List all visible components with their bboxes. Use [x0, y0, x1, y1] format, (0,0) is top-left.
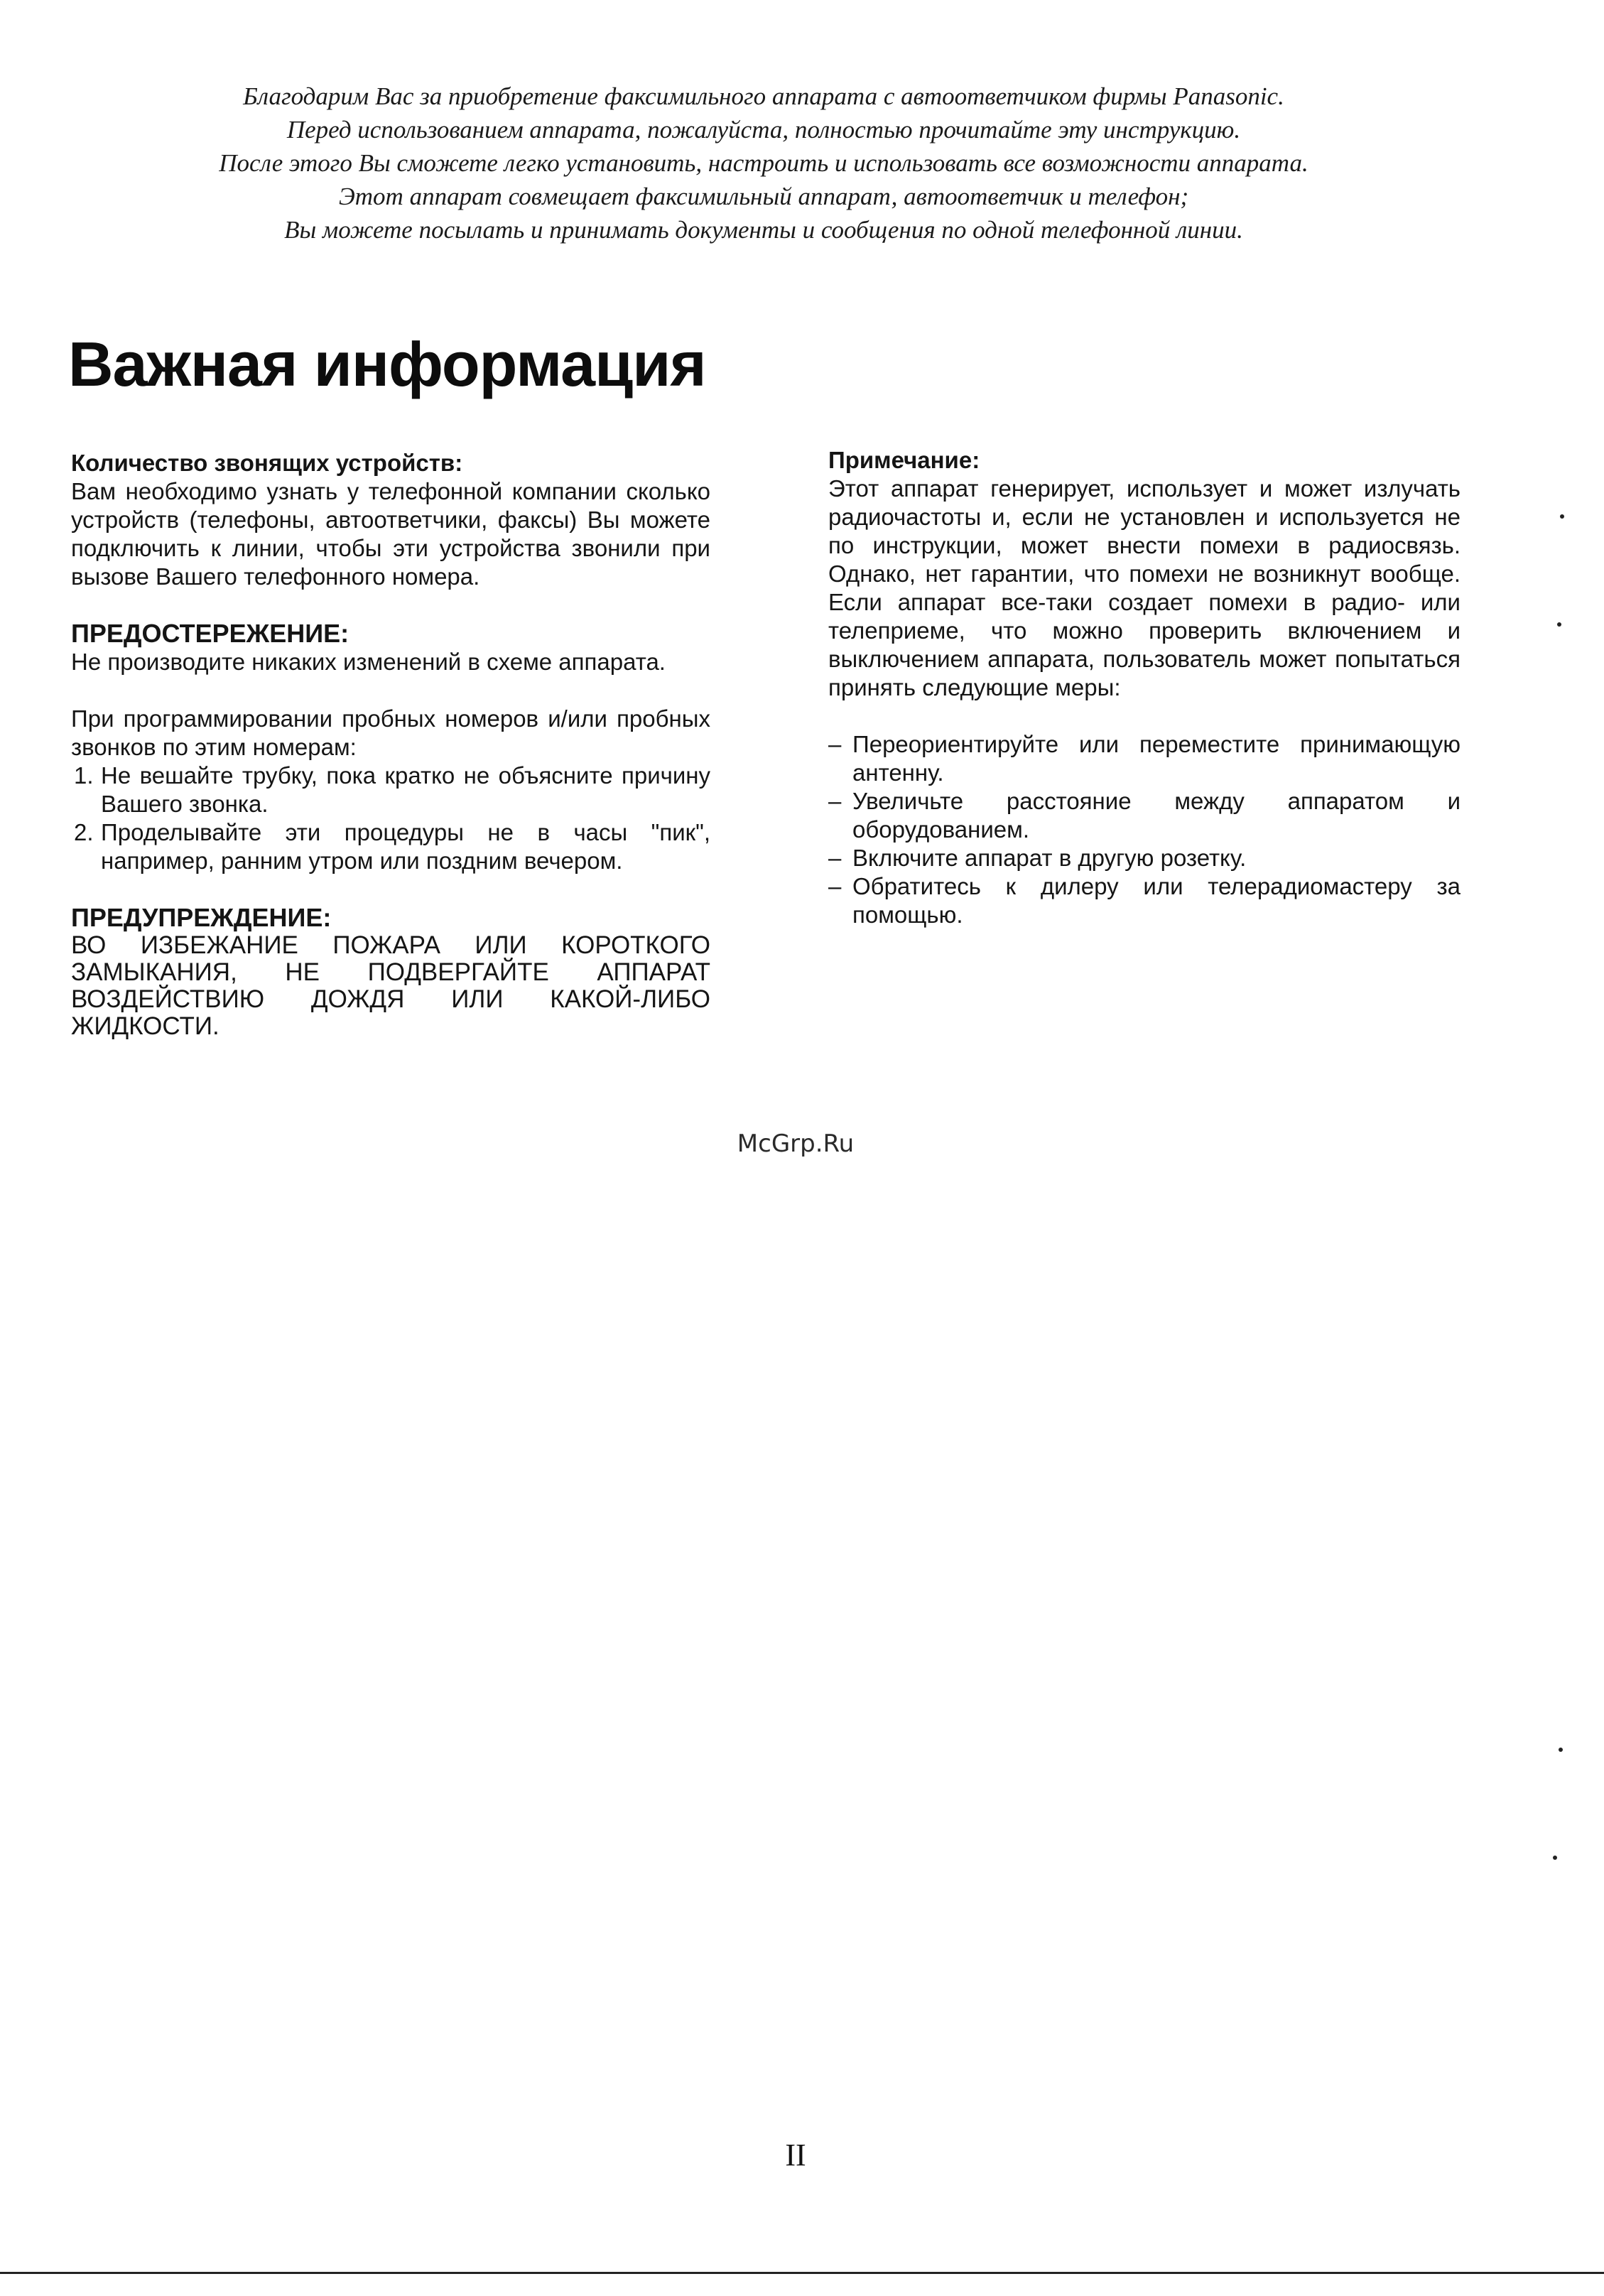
- page-number: II: [785, 2138, 806, 2172]
- measure-text: Увеличьте расстояние между аппаратом и оборудованием.: [852, 788, 1461, 843]
- caution-text: Не производите никаких изменений в схеме аппарата.: [71, 649, 666, 675]
- list-item: [71, 818, 710, 875]
- watermark: McGrp.Ru: [737, 1130, 855, 1158]
- list-item: [828, 872, 1461, 929]
- measure-text: Обратитесь к дилеру или телерадиомастеру за помощью.: [852, 873, 1461, 928]
- caution-section: [71, 619, 710, 676]
- testing-section: [71, 705, 710, 875]
- intro-line: Благодарим Вас за приобретение факсимильного аппарата с автоответчиком фирмы Panasonic.: [243, 82, 1284, 110]
- dash-marker: –: [828, 788, 842, 814]
- intro-line: Вы можете посылать и принимать документы и сообщения по одной телефонной линии.: [284, 216, 1243, 244]
- ringers-heading: Количество звонящих устройств:: [71, 450, 463, 476]
- scan-speck: [1560, 514, 1564, 519]
- intro-line: Перед использованием аппарата, пожалуйста, полностью прочитайте эту инструкцию.: [286, 116, 1241, 144]
- step-text: Проделывайте эти процедуры не в часы "пик", например, ранним утром или поздним вечером.: [101, 819, 710, 874]
- ringers-text: Вам необходимо узнать у телефонной компании сколько устройств (телефоны, автоответчики, факсы) Вы можете подключить к линии, чтобы эти устройства звонили при вызове Вашего телефонного номера.: [71, 478, 710, 590]
- warning-heading: ПРЕДУПРЕЖДЕНИЕ:: [71, 903, 332, 932]
- scan-speck: [1553, 1856, 1557, 1860]
- note-section: [828, 446, 1461, 929]
- step-text: Не вешайте трубку, пока кратко не объясните причину Вашего звонка.: [101, 762, 710, 817]
- step-number: 1.: [74, 762, 94, 789]
- warning-text: ВО ИЗБЕЖАНИЕ ПОЖАРА ИЛИ КОРОТКОГО ЗАМЫКАНИЯ, НЕ ПОДВЕРГАЙТЕ АППАРАТ ВОЗДЕЙСТВИЮ ДОЖДЯ ИЛИ КАКОЙ-ЛИБО ЖИДКОСТИ.: [71, 931, 710, 1040]
- testing-steps: [71, 762, 710, 875]
- page-title: Важная информация: [68, 329, 706, 399]
- list-item: [71, 762, 710, 818]
- measure-text: Включите аппарат в другую розетку.: [852, 845, 1247, 871]
- scan-speck: [1557, 622, 1561, 627]
- list-item: [828, 730, 1461, 787]
- caution-heading: ПРЕДОСТЕРЕЖЕНИЕ:: [71, 619, 349, 648]
- scan-edge-line: [0, 2272, 1604, 2274]
- list-item: [828, 844, 1461, 872]
- dash-marker: –: [828, 873, 842, 899]
- intro-text: [92, 80, 1435, 247]
- list-item: [828, 787, 1461, 844]
- testing-intro: При программировании пробных номеров и/или пробных звонков по этим номерам:: [71, 705, 710, 760]
- scan-speck: [1559, 1748, 1563, 1752]
- measures-list: [828, 730, 1461, 929]
- left-column: [71, 449, 710, 1068]
- note-heading: Примечание:: [828, 447, 980, 473]
- dash-marker: –: [828, 845, 842, 871]
- ringers-section: [71, 449, 710, 591]
- dash-marker: –: [828, 731, 842, 757]
- warning-section: [71, 904, 710, 1040]
- intro-line: После этого Вы сможете легко установить, настроить и использовать все возможности аппарата.: [219, 149, 1308, 177]
- intro-line: Этот аппарат совмещает факсимильный аппарат, автоответчик и телефон;: [338, 183, 1189, 210]
- note-text: Этот аппарат генерирует, использует и может излучать радиочастоты и, если не установлен и используется не по инструкции, может внести помехи в радиосвязь. Однако, нет гарантии, что помехи не возникнут вообще. Если аппарат все-таки создает помехи в радио- или телеприеме, что можно проверить включением и выключением аппарата, пользователь может попытаться принять следующие меры:: [828, 475, 1461, 700]
- right-column: [828, 446, 1461, 958]
- measure-text: Переориентируйте или переместите принимающую антенну.: [852, 731, 1461, 786]
- step-number: 2.: [74, 819, 94, 845]
